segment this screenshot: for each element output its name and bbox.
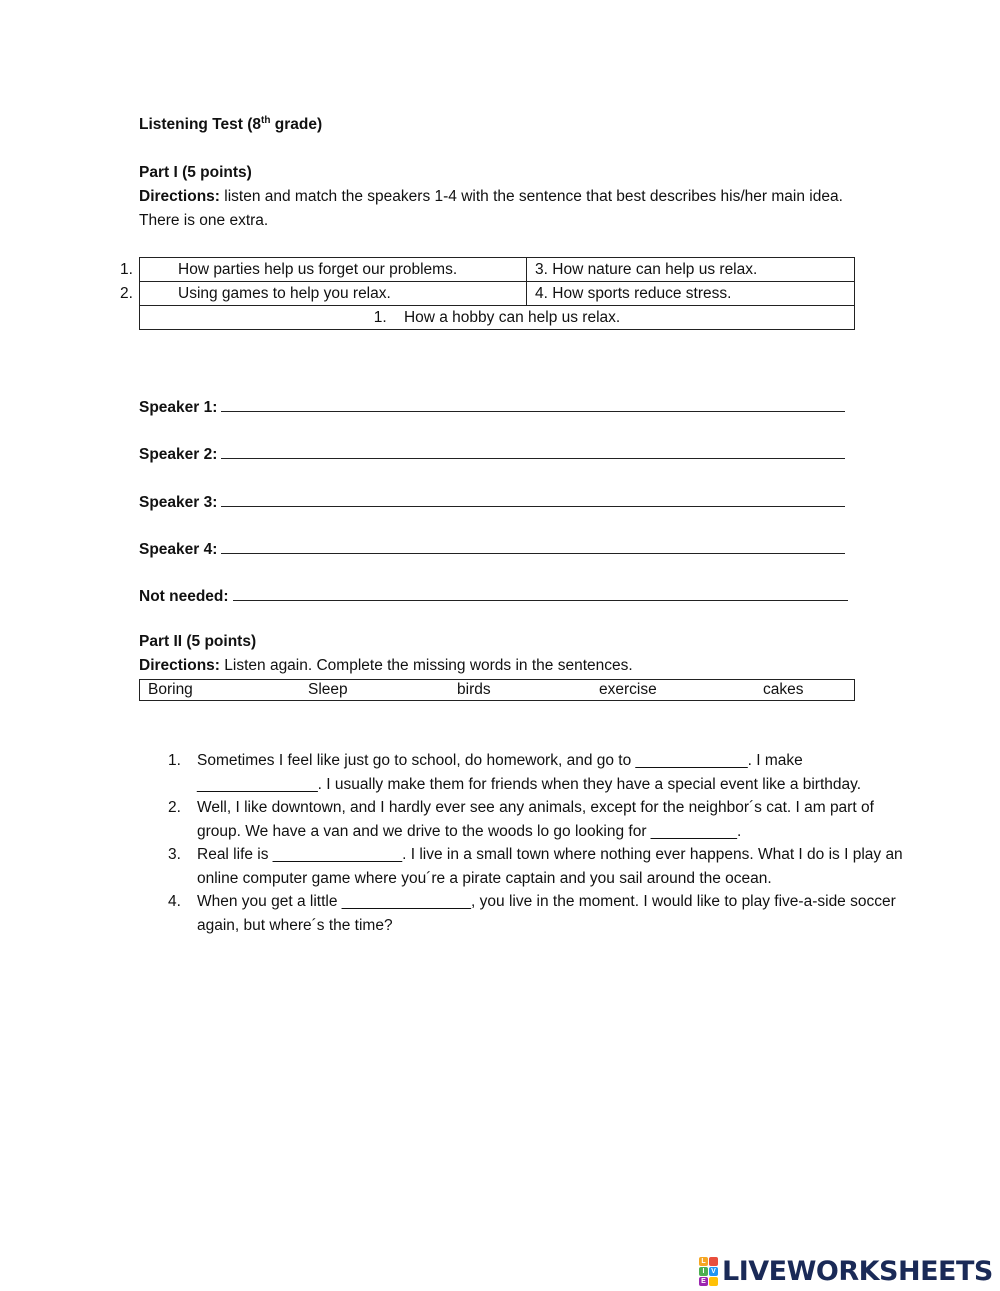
speaker-1-answer: Speaker 1: <box>139 397 845 417</box>
list-item: 1. Sometimes I feel like just go to school, do homework, and go to _____________. I make ______________. I usually make them for friends when they have a special event like a birthday. <box>168 752 862 793</box>
word-bank-item: Sleep <box>308 680 457 701</box>
list-item: 4. When you get a little _______________, you live in the moment. I would like to play five-a-side soccer again, but where´s the time? <box>168 893 896 934</box>
speaker-4-answer: Speaker 4: <box>139 539 845 559</box>
page-title: Listening Test (8th grade) <box>139 114 323 133</box>
sentence-list <box>139 749 919 937</box>
options-table <box>120 257 855 330</box>
word-bank-item: birds <box>457 680 599 701</box>
word-bank-item: cakes <box>763 680 855 701</box>
word-bank-item: exercise <box>599 680 763 701</box>
part1-directions: Directions: listen and match the speakers 1-4 with the sentence that best describes his/her main idea. There is one extra. <box>139 188 843 229</box>
option-cell-extra: 1. How a hobby can help us relax. <box>140 306 855 330</box>
answer-blank[interactable] <box>233 586 848 601</box>
sentence-text[interactable]: Sometimes I feel like just go to school, do homework, and go to _____________. I make ______________. I usually make them for friends when they have a special event like a birthday. <box>197 752 862 793</box>
option-cell: 2. Using games to help you relax. <box>140 282 527 306</box>
sentence-text[interactable]: When you get a little _______________, you live in the moment. I would like to play five-a-side soccer again, but where´s the time? <box>197 893 896 934</box>
part2-directions: Directions: Listen again. Complete the missing words in the sentences. <box>139 657 633 674</box>
part2-heading: Part II (5 points) <box>139 633 257 650</box>
answer-blank[interactable] <box>221 492 845 507</box>
word-bank-item: Boring <box>140 680 309 701</box>
speaker-3-answer: Speaker 3: <box>139 492 845 512</box>
list-item: 3. Real life is _______________. I live in a small town where nothing ever happens. What I do is I play an online computer game where you´re a pirate captain and you sail around the ocean. <box>168 846 903 887</box>
answer-blank[interactable] <box>221 397 845 412</box>
list-item: 2. Well, I like downtown, and I hardly ever see any animals, except for the neighbor´s cat. I am part of group. We have a van and we drive to the woods lo go looking for __________. <box>168 799 874 840</box>
not-needed-answer: Not needed: <box>139 586 848 606</box>
sentence-text[interactable]: Well, I like downtown, and I hardly ever see any animals, except for the neighbor´s cat. I am part of group. We have a van and we drive to the woods lo go looking for __________. <box>197 799 874 840</box>
part1-heading: Part I (5 points) <box>139 164 252 181</box>
answer-blank[interactable] <box>221 444 845 459</box>
liveworksheets-logo <box>699 1256 993 1286</box>
option-cell: 1. How parties help us forget our problems. <box>140 258 527 282</box>
logo-blocks-icon: L I V E <box>699 1257 718 1286</box>
logo-wordmark: LIVEWORKSHEETS <box>722 1255 993 1287</box>
answer-blank[interactable] <box>221 539 845 554</box>
speaker-2-answer: Speaker 2: <box>139 444 845 464</box>
option-cell: 3. How nature can help us relax. <box>527 258 855 282</box>
sentence-text[interactable]: Real life is _______________. I live in a small town where nothing ever happens. What I do is I play an online computer game where you´re a pirate captain and you sail around the ocean. <box>197 846 903 887</box>
option-cell: 4. How sports reduce stress. <box>527 282 855 306</box>
word-bank <box>139 679 855 701</box>
